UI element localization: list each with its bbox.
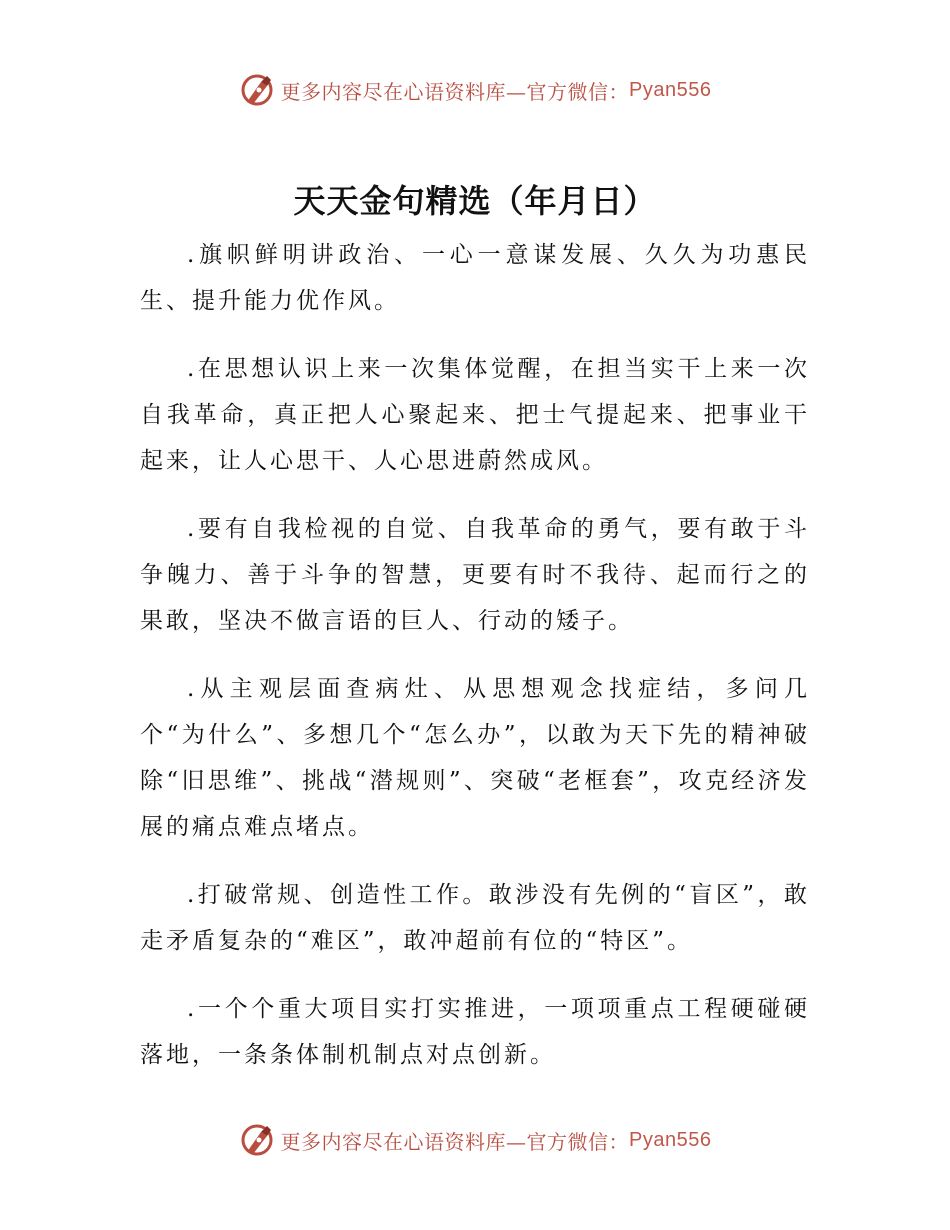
footer-banner <box>0 1120 950 1160</box>
header-banner <box>0 70 950 110</box>
quote-paragraph: .要有自我检视的自觉、自我革命的勇气，要有敢于斗争魄力、善于斗争的智慧，更要有时不我待、起而行之的果敢，坚决不做言语的巨人、行动的矮子。 <box>140 516 810 634</box>
pen-nib-icon <box>239 72 275 108</box>
banner-text: 更多内容尽在心语资料库—官方微信： <box>280 1129 630 1154</box>
banner-text: 更多内容尽在心语资料库—官方微信： <box>280 79 630 104</box>
quote-paragraph: .一个个重大项目实打实推进，一项项重点工程硬碰硬落地，一条条体制机制点对点创新。 <box>140 996 810 1068</box>
quote-paragraph: .旗帜鲜明讲政治、一心一意谋发展、久久为功惠民生、提升能力优作风。 <box>140 242 810 314</box>
quote-paragraph: .从主观层面查病灶、从思想观念找症结，多问几个“为什么”、多想几个“怎么办”，以敢为天下先的精神破除“旧思维”、挑战“潜规则”、突破“老框套”，攻克经济发展的痛点难点堵点。 <box>140 676 810 840</box>
document-body <box>140 232 810 1100</box>
pen-nib-icon <box>239 1122 275 1158</box>
quote-paragraph: .在思想认识上来一次集体觉醒，在担当实干上来一次自我革命，真正把人心聚起来、把士气提起来、把事业干起来，让人心思干、人心思进蔚然成风。 <box>140 356 810 474</box>
document-title: 天天金句精选（年月日） <box>293 182 657 220</box>
wechat-id: Pyan556 <box>629 78 712 101</box>
quote-paragraph: .打破常规、创造性工作。敢涉没有先例的“盲区”，敢走矛盾复杂的“难区”，敢冲超前有位的“特区”。 <box>140 882 810 954</box>
wechat-id: Pyan556 <box>629 1128 712 1151</box>
